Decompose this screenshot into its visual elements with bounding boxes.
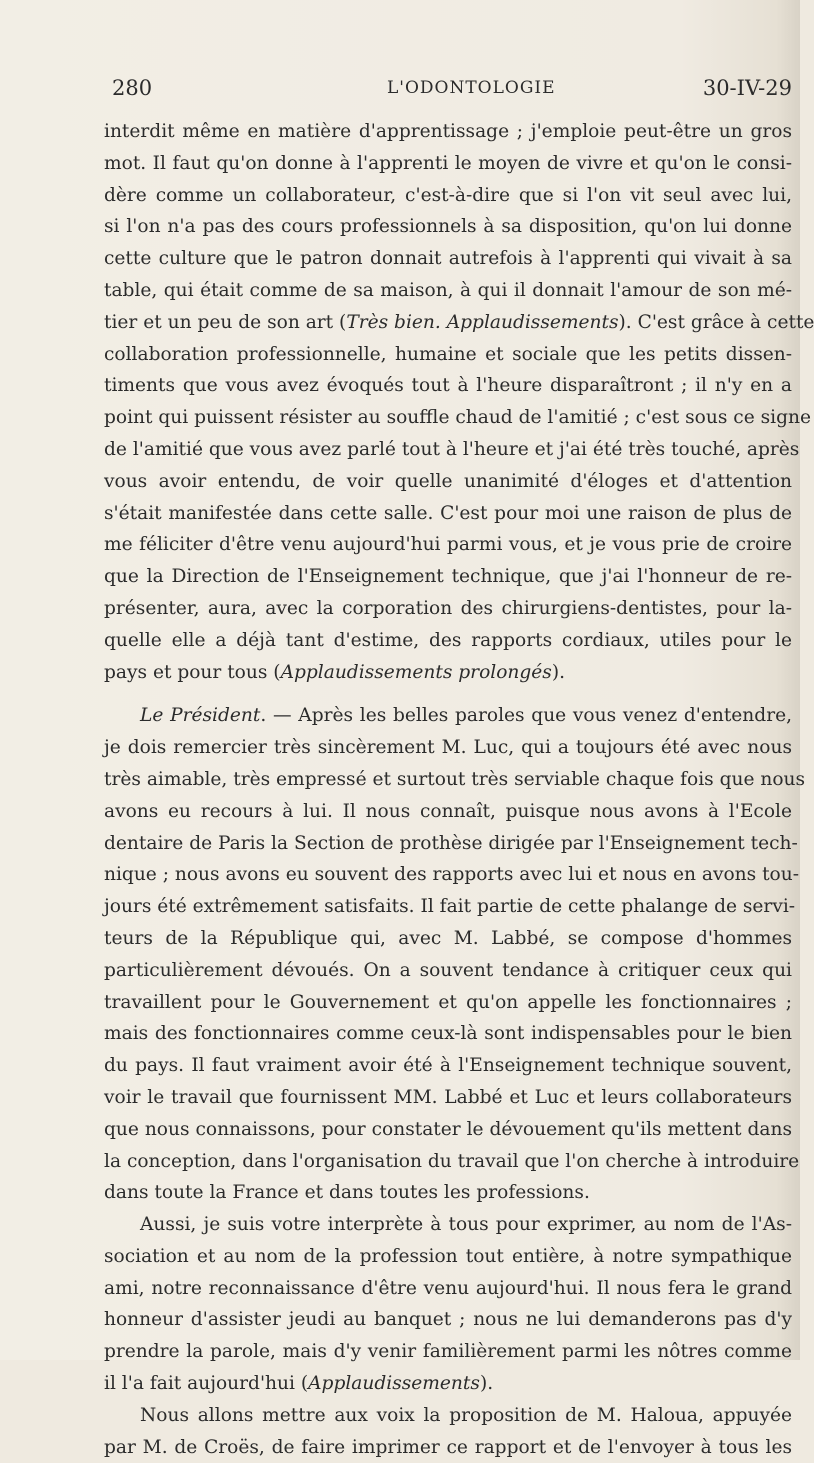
italic-text: Applaudissements (308, 1373, 480, 1395)
text-run: dentaire de Paris la Section de prothèse dirigée par l'Enseignement tech- (104, 832, 798, 854)
paragraph-gap (104, 688, 792, 700)
text-run: tier et un peu de son art ( (104, 311, 347, 333)
running-title: L'ODONTOLOGIE (387, 78, 556, 98)
text-line (104, 859, 800, 891)
text-run: honneur d'assister jeudi au banquet ; nous ne lui demanderons pas d'y (104, 1309, 792, 1331)
text-line (104, 1018, 792, 1050)
text-line (104, 1400, 792, 1432)
paragraph (104, 700, 806, 1209)
text-run: nique ; nous avons eu souvent des rapports avec lui et nous en avons tou- (104, 864, 800, 886)
text-run: pays et pour tous ( (104, 661, 281, 683)
text-run: vous avoir entendu, de voir quelle unanimité d'éloges et d'attention (104, 470, 792, 492)
text-line (104, 1177, 792, 1209)
text-line (104, 1304, 792, 1336)
text-run: du pays. Il faut vraiment avoir été à l'Enseignement technique souvent, (104, 1055, 792, 1077)
text-run: très aimable, très empressé et surtout très serviable chaque fois que nous (104, 768, 806, 790)
text-line (104, 1368, 792, 1400)
italic-text: Le Président (140, 705, 261, 727)
text-line (104, 1114, 792, 1146)
text-line (104, 116, 792, 148)
text-line (104, 307, 814, 339)
text-run: s'était manifestée dans cette salle. C'est pour moi une raison de plus de (104, 502, 792, 524)
text-line (104, 657, 792, 689)
text-run: interdit même en matière d'apprentissage ; j'emploie peut-être un gros (104, 121, 792, 142)
text-line (104, 211, 792, 243)
text-line (104, 339, 792, 371)
italic-text: Applaudissements prolongés (280, 661, 552, 683)
text-run: dans toute la France et dans toutes les professions. (104, 1182, 590, 1204)
text-line (104, 625, 792, 657)
text-run: il l'a fait aujourd'hui ( (104, 1373, 309, 1395)
text-line (104, 828, 798, 860)
text-run: de l'amitié que vous avez parlé tout à l'heure et j'ai été très touché, après (104, 438, 800, 460)
paragraph (104, 116, 814, 688)
text-line (104, 370, 792, 402)
paragraph (104, 1400, 792, 1463)
text-run: par M. de Croës, de faire imprimer ce rapport et de l'envoyer à tous les (104, 1436, 792, 1458)
text-line (104, 1241, 792, 1273)
page-number: 280 (112, 76, 153, 100)
text-run: je dois remercier très sincèrement M. Luc, qui a toujours été avec nous (104, 737, 792, 759)
text-run: avons eu recours à lui. Il nous connaît, puisque nous avons à l'Ecole (104, 800, 792, 822)
text-line (104, 593, 792, 625)
body-text (104, 116, 814, 1463)
text-line (104, 987, 792, 1019)
text-run: sociation et au nom de la profession tout entière, à notre sympathique (104, 1245, 792, 1267)
text-line (104, 1209, 792, 1241)
text-run: me féliciter d'être venu aujourd'hui parmi vous, et je vous prie de croire (104, 534, 792, 556)
text-line (104, 1432, 792, 1463)
text-line (104, 732, 792, 764)
text-run: ami, notre reconnaissance d'être venu aujourd'hui. Il nous fera le grand (104, 1277, 792, 1299)
text-line (104, 1082, 792, 1114)
text-run: prendre la parole, mais d'y venir familièrement parmi les nôtres comme (104, 1341, 792, 1363)
text-run: mais des fonctionnaires comme ceux-là sont indispensables pour le bien (104, 1023, 792, 1045)
text-line (104, 275, 792, 307)
text-line (104, 891, 796, 923)
text-run: que la Direction de l'Enseignement technique, que j'ai l'honneur de re- (104, 566, 792, 588)
issue-date: 30-IV-29 (702, 76, 792, 100)
text-run: voir le travail que fournissent MM. Labbé et Luc et leurs collaborateurs (104, 1086, 792, 1108)
text-run: Nous allons mettre aux voix la proposition de M. Haloua, appuyée (140, 1404, 792, 1426)
text-run: ). C'est grâce à cette (618, 311, 814, 333)
text-run: timents que vous avez évoqués tout à l'heure disparaîtront ; il n'y en a (104, 375, 792, 397)
text-line (104, 243, 792, 275)
text-run: . — Après les belles paroles que vous venez d'entendre, (260, 705, 792, 727)
text-run: ). (479, 1373, 494, 1395)
text-line (104, 955, 792, 987)
text-line (104, 1273, 792, 1305)
italic-text: Très bien. Applaudissements (346, 311, 619, 333)
text-run: Aussi, je suis votre interprète à tous pour exprimer, au nom de l'As- (140, 1214, 792, 1236)
text-run: table, qui était comme de sa maison, à qui il donnait l'amour de son mé- (104, 279, 792, 301)
text-line (104, 529, 792, 561)
text-line (104, 148, 792, 180)
text-run: quelle elle a déjà tant d'estime, des rapports cordiaux, utiles pour le (104, 629, 792, 651)
text-line (104, 700, 792, 732)
text-line (104, 1336, 792, 1368)
text-line (104, 402, 811, 434)
text-line (104, 1050, 792, 1082)
text-line (104, 923, 792, 955)
text-run: dère comme un collaborateur, c'est-à-dire que si l'on vit seul avec lui, (104, 184, 792, 206)
text-run: si l'on n'a pas des cours professionnels à sa disposition, qu'on lui donne (104, 216, 792, 238)
text-run: travaillent pour le Gouvernement et qu'on appelle les fonctionnaires ; (104, 991, 792, 1013)
text-run: cette culture que le patron donnait autrefois à l'apprenti qui vivait à sa (104, 248, 792, 270)
text-run: que nous connaissons, pour constater le dévouement qu'ils mettent dans (104, 1118, 792, 1140)
page-header (112, 76, 792, 106)
text-run: particulièrement dévoués. On a souvent tendance à critiquer ceux qui (104, 959, 792, 981)
text-run: jours été extrêmement satisfaits. Il fait partie de cette phalange de servi- (104, 896, 796, 918)
text-line (104, 764, 806, 796)
text-line (104, 180, 792, 212)
text-run: collaboration professionnelle, humaine et sociale que les petits dissen- (104, 343, 792, 365)
text-run: présenter, aura, avec la corporation des chirurgiens-dentistes, pour la- (104, 597, 792, 619)
paragraph (104, 1209, 792, 1400)
text-run: ). (551, 661, 565, 683)
text-run: mot. Il faut qu'on donne à l'apprenti le moyen de vivre et qu'on le consi- (104, 152, 792, 174)
text-line (104, 434, 800, 466)
text-line (104, 1146, 800, 1178)
text-line (104, 796, 792, 828)
text-line (104, 561, 792, 593)
text-line (104, 466, 792, 498)
text-run: teurs de la République qui, avec M. Labbé, se compose d'hommes (104, 927, 792, 949)
text-run: la conception, dans l'organisation du travail que l'on cherche à introduire (104, 1150, 800, 1172)
text-run: point qui puissent résister au souffle chaud de l'amitié ; c'est sous ce signe (104, 407, 811, 429)
text-line (104, 498, 792, 530)
